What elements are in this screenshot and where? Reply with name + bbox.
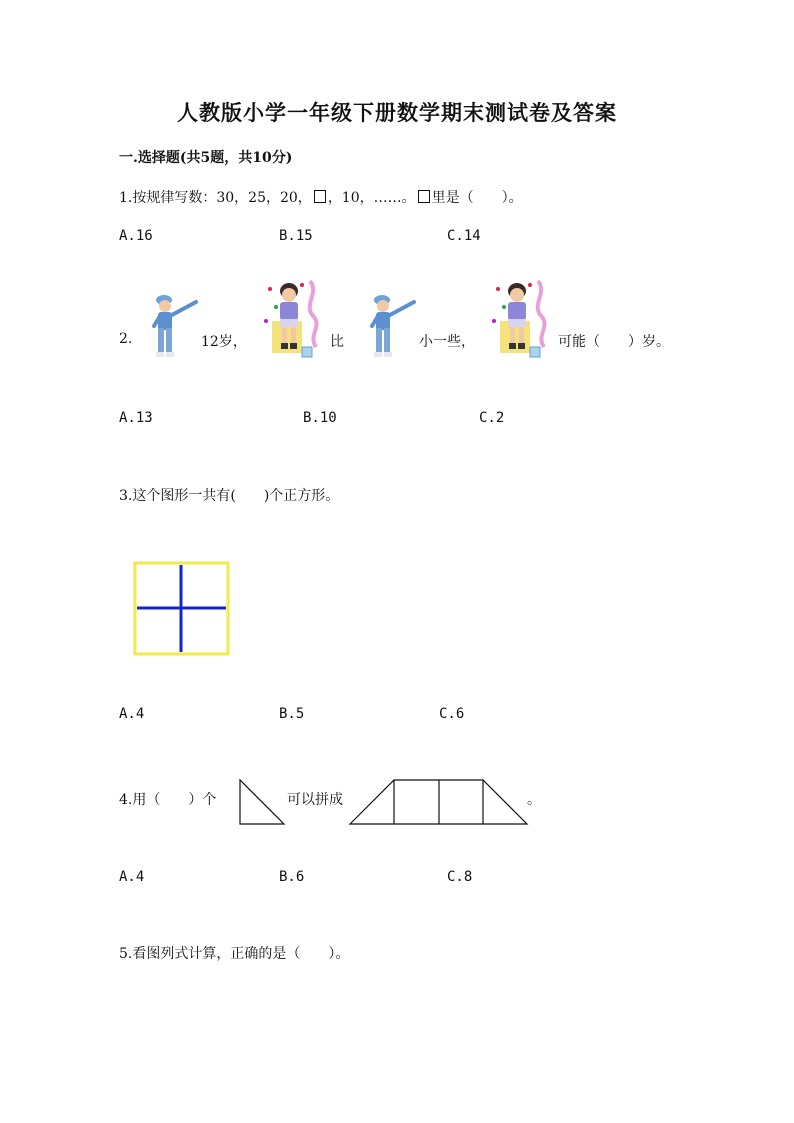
section-heading: 一.选择题(共5题，共10分) (119, 150, 293, 166)
question-number: 1. (119, 190, 133, 206)
girl-sitting-image (262, 277, 324, 361)
option-c[interactable]: C.2 (479, 410, 505, 426)
question-text: ，10，……。 (327, 190, 416, 206)
question-text: 用（ ）个 (132, 792, 217, 808)
question-text: 12岁， (201, 334, 247, 350)
option-b[interactable]: B.6 (279, 869, 305, 885)
right-triangle-shape (239, 778, 287, 826)
option-a[interactable]: A.4 (119, 869, 145, 885)
option-b[interactable]: B.5 (279, 706, 305, 722)
boy-pointing-image (150, 292, 202, 362)
question-text: 里是（ ）。 (431, 190, 523, 206)
trapezoid-shape (349, 778, 529, 826)
option-a[interactable]: A.16 (119, 228, 153, 244)
question-5 (119, 943, 349, 963)
option-a[interactable]: A.13 (119, 410, 153, 426)
page-title: 人教版小学一年级下册数学期末测试卷及答案 (177, 100, 617, 125)
girl-sitting-image (490, 277, 552, 361)
boy-pointing-image (368, 292, 420, 362)
question-4 (119, 789, 216, 809)
question-number: 3. (119, 488, 133, 504)
option-c[interactable]: C.8 (447, 869, 473, 885)
question-text: 比 (330, 334, 344, 350)
question-1 (119, 187, 523, 207)
question-text: 小一些， (419, 334, 475, 350)
question-text: 可以拼成 (287, 792, 343, 808)
blank-box-icon (418, 190, 430, 203)
question-text: 看图列式计算，正确的是（ ）。 (132, 946, 350, 962)
option-b[interactable]: B.15 (279, 228, 313, 244)
question-text: 。 (527, 792, 541, 808)
question-number: 5. (119, 946, 133, 962)
blank-box-icon (314, 190, 326, 203)
option-c[interactable]: C.14 (447, 228, 481, 244)
question-text: 按规律写数：30，25，20， (132, 190, 312, 206)
question-number: 2. (119, 331, 133, 347)
question-text: 这个图形一共有( )个正方形。 (132, 488, 340, 504)
question-3 (119, 485, 339, 505)
option-b[interactable]: B.10 (303, 410, 337, 426)
question-text: 可能（ ）岁。 (558, 334, 670, 350)
square-grid-figure (133, 561, 231, 657)
option-a[interactable]: A.4 (119, 706, 145, 722)
question-number: 4. (119, 792, 133, 808)
option-c[interactable]: C.6 (439, 706, 465, 722)
